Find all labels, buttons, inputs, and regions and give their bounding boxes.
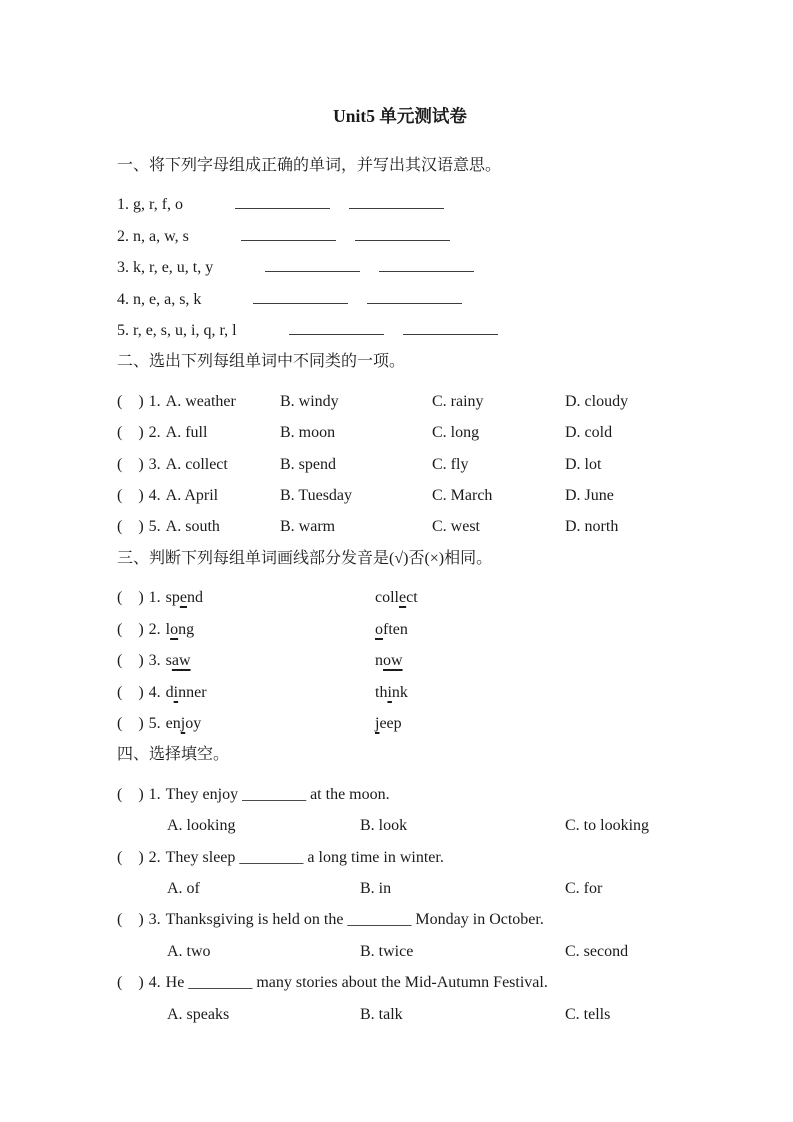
underlined-letters: i <box>173 683 179 701</box>
option-a: A. speaks <box>167 1005 230 1023</box>
answer-blank-word <box>253 303 348 304</box>
section2-heading: 二、选出下列每组单词中不同类的一项。 <box>117 353 406 371</box>
underlined-letters: o <box>375 620 383 638</box>
item-number: 1. <box>148 785 161 803</box>
word-left <box>117 582 375 613</box>
answer-parentheses: ( ) <box>117 487 144 505</box>
question-text: He ________ many stories about the Mid-Autumn Festival. <box>165 974 548 992</box>
word-part: eep <box>379 714 402 732</box>
answer-blank-meaning <box>379 271 474 272</box>
option-b: B. moon <box>280 424 336 442</box>
option-a: A. two <box>167 942 211 960</box>
item-number: 5. <box>148 518 161 536</box>
item-number: 2. <box>148 620 161 638</box>
option-d: D. June <box>565 487 614 505</box>
item-number: 2. <box>148 848 161 866</box>
section4-question-2 <box>117 842 683 873</box>
word-left <box>117 645 375 676</box>
item-number: 4. <box>117 290 129 308</box>
row-lead <box>117 449 280 480</box>
row-lead <box>117 511 280 542</box>
question-text: They sleep ________ a long time in winter. <box>165 848 444 866</box>
word-right <box>375 677 683 708</box>
section1-item-4 <box>117 284 683 315</box>
question-text: They enjoy ________ at the moon. <box>165 785 390 803</box>
word-left <box>117 677 375 708</box>
option-c: C. fly <box>432 455 469 473</box>
option-a: A. April <box>165 487 219 505</box>
option-a: A. full <box>165 424 208 442</box>
word-part: nk <box>391 683 408 701</box>
section3-row-5 <box>117 708 683 739</box>
answer-parentheses: ( ) <box>117 683 144 701</box>
section3-row-1 <box>117 582 683 613</box>
section3-row-2 <box>117 614 683 645</box>
option-d: D. north <box>565 518 619 536</box>
option-c: C. tells <box>565 1005 611 1023</box>
item-number: 1. <box>148 589 161 607</box>
answer-parentheses: ( ) <box>117 424 144 442</box>
answer-parentheses: ( ) <box>117 652 144 670</box>
section4-options-4 <box>117 999 683 1030</box>
option-c: C. to looking <box>565 817 650 835</box>
word-right <box>375 645 683 676</box>
word-right <box>375 582 683 613</box>
option-a: A. collect <box>165 455 228 473</box>
option-c: C. second <box>565 942 629 960</box>
word-right <box>375 708 683 739</box>
scrambled-letters: n, a, w, s <box>133 227 189 245</box>
item-number: 5. <box>117 322 129 340</box>
section3-heading: 三、判断下列每组单词画线部分发音是(√)否(×)相同。 <box>117 549 493 567</box>
section1-item-3 <box>117 252 683 283</box>
scrambled-letters: k, r, e, u, t, y <box>133 259 214 277</box>
word-part: n <box>375 652 383 670</box>
item-number: 3. <box>148 455 161 473</box>
word-right <box>375 614 683 645</box>
underlined-letters: e <box>399 589 407 607</box>
underlined-letters: j <box>180 714 186 732</box>
section4-heading: 四、选择填空。 <box>117 746 230 764</box>
section1-heading: 一、将下列字母组成正确的单词，并写出其汉语意思。 <box>117 157 502 174</box>
section4-options-1 <box>117 810 683 841</box>
item-number: 2. <box>117 227 129 245</box>
option-a: A. south <box>165 518 220 536</box>
word-part: l <box>165 620 171 638</box>
option-c: C. west <box>432 518 480 536</box>
section3-row-4 <box>117 677 683 708</box>
answer-parentheses: ( ) <box>117 974 144 992</box>
section2-row-1 <box>117 386 683 417</box>
option-b: B. Tuesday <box>280 487 353 505</box>
word-part: ften <box>383 620 408 638</box>
option-d: D. lot <box>565 455 602 473</box>
option-d: D. cold <box>565 424 613 442</box>
underlined-letters: o <box>170 620 179 638</box>
section4-question-4 <box>117 967 683 998</box>
section4-question-1 <box>117 779 683 810</box>
answer-blank-meaning <box>403 334 498 335</box>
word-part: nner <box>178 683 207 701</box>
underlined-letters: ow <box>383 652 403 670</box>
section1-item-2 <box>117 221 683 252</box>
answer-parentheses: ( ) <box>117 714 144 732</box>
answer-blank-word <box>289 334 384 335</box>
underlined-letters: j <box>375 714 380 732</box>
item-number: 3. <box>148 652 161 670</box>
scrambled-letters: g, r, f, o <box>133 196 184 214</box>
answer-parentheses: ( ) <box>117 392 144 410</box>
answer-blank-meaning <box>355 240 450 241</box>
item-number: 2. <box>148 424 161 442</box>
section1-item-5 <box>117 315 683 346</box>
underlined-letters: e <box>179 589 187 607</box>
answer-parentheses: ( ) <box>117 620 144 638</box>
word-part: s <box>165 652 172 670</box>
row-lead <box>117 417 280 448</box>
section2-row-3 <box>117 449 683 480</box>
answer-parentheses: ( ) <box>117 848 144 866</box>
option-c: C. long <box>432 424 480 442</box>
answer-blank-meaning <box>367 303 462 304</box>
answer-parentheses: ( ) <box>117 911 144 929</box>
item-number: 4. <box>148 487 161 505</box>
answer-blank-word <box>241 240 336 241</box>
answer-parentheses: ( ) <box>117 455 144 473</box>
word-part: nd <box>187 589 203 607</box>
option-b: B. in <box>360 879 392 897</box>
option-c: C. for <box>565 879 603 897</box>
word-part: ng <box>178 620 195 638</box>
section2-row-5 <box>117 511 683 542</box>
word-part: en <box>165 714 181 732</box>
row-lead <box>117 480 280 511</box>
answer-parentheses: ( ) <box>117 785 144 803</box>
option-d: D. cloudy <box>565 392 629 410</box>
item-number: 1. <box>148 392 161 410</box>
word-part: d <box>165 683 174 701</box>
option-b: B. twice <box>360 942 414 960</box>
answer-blank-word <box>265 271 360 272</box>
option-b: B. spend <box>280 455 336 473</box>
scrambled-letters: r, e, s, u, i, q, r, l <box>133 322 237 340</box>
row-lead <box>117 386 280 417</box>
item-number: 5. <box>148 714 161 732</box>
section4-options-2 <box>117 873 683 904</box>
item-number: 3. <box>148 911 161 929</box>
option-a: A. weather <box>165 392 236 410</box>
item-number: 4. <box>148 683 161 701</box>
word-part: ct <box>406 589 418 607</box>
option-b: B. talk <box>360 1005 403 1023</box>
section4-question-3 <box>117 904 683 935</box>
word-part: oy <box>185 714 202 732</box>
section2-row-2 <box>117 417 683 448</box>
section1-item-1 <box>117 189 683 220</box>
answer-blank-meaning <box>349 208 444 209</box>
section4-options-3 <box>117 936 683 967</box>
item-number: 1. <box>117 196 129 214</box>
option-b: B. windy <box>280 392 339 410</box>
item-number: 3. <box>117 259 129 277</box>
option-c: C. March <box>432 487 493 505</box>
word-part: sp <box>165 589 180 607</box>
question-text: Thanksgiving is held on the ________ Monday in October. <box>165 911 544 929</box>
answer-parentheses: ( ) <box>117 589 144 607</box>
option-b: B. warm <box>280 518 336 536</box>
answer-parentheses: ( ) <box>117 518 144 536</box>
page-title: Unit5 单元测试卷 <box>333 106 467 126</box>
option-b: B. look <box>360 817 408 835</box>
option-c: C. rainy <box>432 392 484 410</box>
answer-blank-word <box>235 208 330 209</box>
word-left <box>117 708 375 739</box>
section2-row-4 <box>117 480 683 511</box>
option-a: A. of <box>167 879 200 897</box>
underlined-letters: i <box>387 683 392 701</box>
option-a: A. looking <box>167 817 236 835</box>
section3-row-3 <box>117 645 683 676</box>
word-part: th <box>375 683 388 701</box>
item-number: 4. <box>148 974 161 992</box>
word-part: coll <box>375 589 399 607</box>
scrambled-letters: n, e, a, s, k <box>133 290 202 308</box>
underlined-letters: aw <box>171 652 191 670</box>
word-left <box>117 614 375 645</box>
